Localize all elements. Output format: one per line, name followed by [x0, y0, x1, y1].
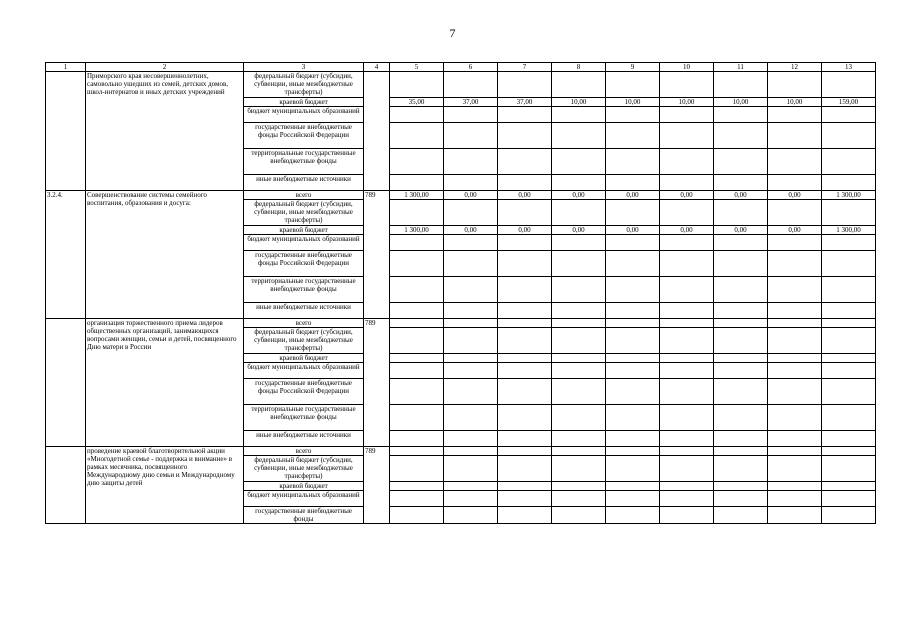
value-cell: 0,00 — [444, 226, 498, 235]
value-cell — [390, 482, 444, 491]
value-cell — [390, 200, 444, 226]
value-cell — [660, 491, 714, 507]
measure-name: организация торжественного приема лидеров общественных организаций, занимающихся вопросами женщин, семьи и детей, посвященного Дню матери в России — [86, 319, 244, 447]
funding-source: иные внебюджетные источники — [244, 431, 364, 447]
value-cell: 10,00 — [660, 98, 714, 107]
value-cell — [606, 447, 660, 456]
value-cell — [822, 354, 876, 363]
value-cell — [714, 379, 768, 405]
value-cell — [498, 235, 552, 251]
value-cell — [714, 107, 768, 123]
value-cell — [552, 354, 606, 363]
value-cell — [390, 328, 444, 354]
column-header: 5 — [390, 63, 444, 72]
value-cell — [606, 328, 660, 354]
value-cell — [498, 447, 552, 456]
value-cell — [714, 319, 768, 328]
value-cell — [822, 175, 876, 191]
value-cell: 0,00 — [768, 226, 822, 235]
value-cell — [606, 235, 660, 251]
value-cell — [498, 363, 552, 379]
value-cell — [444, 251, 498, 277]
value-cell — [444, 507, 498, 524]
value-cell — [498, 328, 552, 354]
value-cell — [660, 175, 714, 191]
funding-source: всего — [244, 319, 364, 328]
value-cell — [606, 491, 660, 507]
funding-source: государственные внебюджетные фонды Российской Федерации — [244, 123, 364, 149]
value-cell — [606, 107, 660, 123]
section-code — [364, 72, 390, 191]
value-cell — [660, 200, 714, 226]
header-row — [46, 63, 876, 72]
table-row — [46, 191, 876, 200]
value-cell — [714, 354, 768, 363]
value-cell — [498, 431, 552, 447]
value-cell — [444, 107, 498, 123]
value-cell — [498, 175, 552, 191]
value-cell: 0,00 — [660, 226, 714, 235]
value-cell — [444, 235, 498, 251]
value-cell — [714, 405, 768, 431]
value-cell: 35,00 — [390, 98, 444, 107]
value-cell — [714, 482, 768, 491]
value-cell — [444, 363, 498, 379]
page-number: 7 — [449, 26, 456, 40]
value-cell — [552, 251, 606, 277]
value-cell — [552, 363, 606, 379]
value-cell — [606, 456, 660, 482]
value-cell — [714, 447, 768, 456]
value-cell: 37,00 — [444, 98, 498, 107]
value-cell: 0,00 — [606, 226, 660, 235]
column-header: 9 — [606, 63, 660, 72]
value-cell — [606, 319, 660, 328]
value-cell — [768, 363, 822, 379]
value-cell — [390, 303, 444, 319]
value-cell — [822, 431, 876, 447]
value-cell — [552, 72, 606, 98]
value-cell — [714, 235, 768, 251]
value-cell — [768, 303, 822, 319]
value-cell — [498, 251, 552, 277]
value-cell: 0,00 — [714, 226, 768, 235]
value-cell — [390, 277, 444, 303]
funding-source: бюджет муниципальных образований — [244, 491, 364, 507]
value-cell — [660, 107, 714, 123]
value-cell — [498, 200, 552, 226]
value-cell — [822, 507, 876, 524]
value-cell — [660, 277, 714, 303]
value-cell — [390, 507, 444, 524]
value-cell — [390, 319, 444, 328]
value-cell — [768, 431, 822, 447]
value-cell — [768, 379, 822, 405]
value-cell — [660, 303, 714, 319]
measure-code — [46, 447, 86, 524]
funding-source: федеральный бюджет (субсидии, субвенции, иные межбюджетные трансферты) — [244, 72, 364, 98]
value-cell — [822, 328, 876, 354]
value-cell — [552, 328, 606, 354]
value-cell — [498, 482, 552, 491]
value-cell — [822, 277, 876, 303]
value-cell — [606, 363, 660, 379]
value-cell — [660, 431, 714, 447]
value-cell — [606, 200, 660, 226]
value-cell — [390, 354, 444, 363]
value-cell — [822, 363, 876, 379]
value-cell — [714, 363, 768, 379]
value-cell — [444, 175, 498, 191]
value-cell — [714, 431, 768, 447]
funding-source: краевой бюджет — [244, 226, 364, 235]
value-cell — [714, 491, 768, 507]
value-cell — [444, 277, 498, 303]
funding-source: краевой бюджет — [244, 98, 364, 107]
value-cell — [714, 328, 768, 354]
value-cell — [768, 277, 822, 303]
value-cell — [552, 123, 606, 149]
value-cell — [606, 431, 660, 447]
measure-name: проведение краевой благотворительной акции «Многодетной семье - поддержка и внимание» в рамках месячника, посвященного Международному дню семьи и Международному дню защиты детей — [86, 447, 244, 524]
funding-source: территориальные государственные внебюджетные фонды — [244, 405, 364, 431]
value-cell — [444, 405, 498, 431]
value-cell — [390, 363, 444, 379]
value-cell — [444, 354, 498, 363]
value-cell — [822, 491, 876, 507]
value-cell — [714, 200, 768, 226]
value-cell: 0,00 — [498, 226, 552, 235]
value-cell: 10,00 — [768, 98, 822, 107]
value-cell: 0,00 — [498, 191, 552, 200]
value-cell — [552, 200, 606, 226]
value-cell — [444, 303, 498, 319]
value-cell — [768, 107, 822, 123]
value-cell — [498, 354, 552, 363]
value-cell: 1 300,00 — [390, 191, 444, 200]
value-cell — [768, 447, 822, 456]
value-cell — [714, 72, 768, 98]
value-cell — [552, 175, 606, 191]
value-cell: 10,00 — [606, 98, 660, 107]
section-code: 789 — [364, 447, 390, 524]
value-cell — [822, 447, 876, 456]
value-cell — [498, 303, 552, 319]
section-code: 789 — [364, 191, 390, 319]
column-header: 8 — [552, 63, 606, 72]
value-cell — [444, 123, 498, 149]
value-cell: 37,00 — [498, 98, 552, 107]
column-header: 13 — [822, 63, 876, 72]
value-cell — [768, 200, 822, 226]
funding-source: государственные внебюджетные фонды Российской Федерации — [244, 251, 364, 277]
value-cell — [768, 149, 822, 175]
value-cell — [390, 431, 444, 447]
value-cell — [552, 235, 606, 251]
value-cell — [660, 328, 714, 354]
value-cell — [390, 107, 444, 123]
value-cell — [390, 491, 444, 507]
funding-source: краевой бюджет — [244, 354, 364, 363]
value-cell — [606, 405, 660, 431]
value-cell — [714, 123, 768, 149]
value-cell — [444, 431, 498, 447]
value-cell — [606, 277, 660, 303]
value-cell — [552, 447, 606, 456]
value-cell — [660, 149, 714, 175]
value-cell — [552, 149, 606, 175]
value-cell — [822, 482, 876, 491]
value-cell — [390, 175, 444, 191]
measure-code: 3.2.4. — [46, 191, 86, 319]
value-cell — [660, 405, 714, 431]
value-cell: 0,00 — [552, 191, 606, 200]
funding-source: иные внебюджетные источники — [244, 175, 364, 191]
value-cell — [606, 149, 660, 175]
value-cell — [822, 107, 876, 123]
value-cell — [714, 277, 768, 303]
value-cell — [768, 235, 822, 251]
funding-source: бюджет муниципальных образований — [244, 235, 364, 251]
value-cell — [606, 507, 660, 524]
value-cell — [822, 456, 876, 482]
value-cell — [660, 235, 714, 251]
column-header: 12 — [768, 63, 822, 72]
value-cell — [768, 482, 822, 491]
value-cell — [660, 251, 714, 277]
value-cell — [768, 328, 822, 354]
column-header: 6 — [444, 63, 498, 72]
table-row — [46, 72, 876, 98]
value-cell — [390, 72, 444, 98]
value-cell — [768, 491, 822, 507]
value-cell — [552, 456, 606, 482]
value-cell — [444, 482, 498, 491]
value-cell — [552, 405, 606, 431]
value-cell — [552, 491, 606, 507]
column-header: 4 — [364, 63, 390, 72]
table-body — [46, 63, 876, 524]
value-cell — [390, 447, 444, 456]
value-cell — [552, 107, 606, 123]
value-cell — [552, 303, 606, 319]
value-cell — [498, 149, 552, 175]
value-cell — [660, 482, 714, 491]
value-cell — [444, 72, 498, 98]
value-cell: 0,00 — [768, 191, 822, 200]
funding-source: государственные внебюджетные фонды Российской Федерации — [244, 379, 364, 405]
value-cell — [714, 251, 768, 277]
measure-name: Совершенствование системы семейного воспитания, образования и досуга: — [86, 191, 244, 319]
value-cell — [390, 251, 444, 277]
value-cell — [390, 235, 444, 251]
value-cell — [390, 379, 444, 405]
funding-source: краевой бюджет — [244, 482, 364, 491]
value-cell — [822, 379, 876, 405]
value-cell — [714, 303, 768, 319]
value-cell: 1 300,00 — [822, 191, 876, 200]
value-cell — [498, 507, 552, 524]
funding-source: бюджет муниципальных образований — [244, 363, 364, 379]
value-cell — [660, 72, 714, 98]
measure-code — [46, 319, 86, 447]
value-cell — [714, 175, 768, 191]
funding-source: федеральный бюджет (субсидии, субвенции, иные межбюджетные трансферты) — [244, 328, 364, 354]
value-cell — [660, 319, 714, 328]
value-cell — [498, 491, 552, 507]
value-cell — [822, 303, 876, 319]
value-cell — [498, 379, 552, 405]
value-cell — [768, 354, 822, 363]
funding-source: иные внебюджетные источники — [244, 303, 364, 319]
value-cell — [390, 149, 444, 175]
value-cell — [552, 482, 606, 491]
funding-source: федеральный бюджет (субсидии, субвенции, иные межбюджетные трансферты) — [244, 456, 364, 482]
value-cell — [444, 447, 498, 456]
value-cell — [714, 456, 768, 482]
measure-code — [46, 72, 86, 191]
value-cell — [768, 456, 822, 482]
column-header: 11 — [714, 63, 768, 72]
value-cell — [444, 200, 498, 226]
value-cell — [498, 277, 552, 303]
value-cell — [768, 405, 822, 431]
value-cell — [606, 72, 660, 98]
value-cell — [390, 405, 444, 431]
value-cell — [444, 319, 498, 328]
value-cell: 1 300,00 — [390, 226, 444, 235]
value-cell: 0,00 — [660, 191, 714, 200]
value-cell — [498, 319, 552, 328]
value-cell: 10,00 — [552, 98, 606, 107]
value-cell — [444, 456, 498, 482]
funding-source: всего — [244, 191, 364, 200]
funding-source: бюджет муниципальных образований — [244, 107, 364, 123]
funding-source: территориальные государственные внебюджетные фонды — [244, 277, 364, 303]
value-cell — [768, 72, 822, 98]
value-cell — [606, 379, 660, 405]
value-cell: 0,00 — [552, 226, 606, 235]
value-cell — [606, 303, 660, 319]
value-cell — [498, 456, 552, 482]
value-cell — [444, 379, 498, 405]
value-cell — [822, 149, 876, 175]
value-cell: 1 300,00 — [822, 226, 876, 235]
value-cell: 0,00 — [714, 191, 768, 200]
value-cell — [660, 447, 714, 456]
value-cell — [498, 123, 552, 149]
value-cell — [660, 363, 714, 379]
value-cell — [660, 123, 714, 149]
value-cell — [768, 507, 822, 524]
measure-name: Приморского края несовершеннолетних, самовольно ушедших из семей, детских домов, школ-интернатов и иных детских учреждений — [86, 72, 244, 191]
value-cell — [822, 405, 876, 431]
value-cell — [822, 235, 876, 251]
funding-source: федеральный бюджет (субсидии, субвенции, иные межбюджетные трансферты) — [244, 200, 364, 226]
value-cell — [822, 200, 876, 226]
value-cell — [822, 72, 876, 98]
value-cell — [768, 251, 822, 277]
value-cell — [552, 431, 606, 447]
funding-source: всего — [244, 447, 364, 456]
value-cell — [768, 319, 822, 328]
value-cell — [552, 379, 606, 405]
value-cell — [660, 507, 714, 524]
value-cell — [768, 175, 822, 191]
value-cell — [444, 491, 498, 507]
value-cell — [444, 328, 498, 354]
value-cell — [606, 123, 660, 149]
value-cell — [660, 354, 714, 363]
column-header: 1 — [46, 63, 86, 72]
value-cell — [660, 456, 714, 482]
table-row — [46, 319, 876, 328]
funding-source: государственные внебюджетные фонды — [244, 507, 364, 524]
value-cell — [498, 107, 552, 123]
value-cell: 10,00 — [714, 98, 768, 107]
column-header: 7 — [498, 63, 552, 72]
value-cell — [714, 149, 768, 175]
value-cell — [822, 123, 876, 149]
funding-source: территориальные государственные внебюджетные фонды — [244, 149, 364, 175]
value-cell — [606, 354, 660, 363]
value-cell — [606, 482, 660, 491]
value-cell — [552, 507, 606, 524]
value-cell — [660, 379, 714, 405]
column-header: 10 — [660, 63, 714, 72]
section-code: 789 — [364, 319, 390, 447]
budget-table — [45, 62, 876, 524]
value-cell — [498, 405, 552, 431]
value-cell — [714, 507, 768, 524]
value-cell — [822, 319, 876, 328]
value-cell: 0,00 — [444, 191, 498, 200]
value-cell — [390, 123, 444, 149]
value-cell — [498, 72, 552, 98]
value-cell — [552, 277, 606, 303]
column-header: 2 — [86, 63, 244, 72]
value-cell — [822, 251, 876, 277]
value-cell — [606, 251, 660, 277]
value-cell — [444, 149, 498, 175]
table-row — [46, 447, 876, 456]
column-header: 3 — [244, 63, 364, 72]
value-cell — [552, 319, 606, 328]
value-cell — [390, 456, 444, 482]
value-cell — [768, 123, 822, 149]
value-cell: 0,00 — [606, 191, 660, 200]
value-cell — [606, 175, 660, 191]
value-cell: 159,00 — [822, 98, 876, 107]
